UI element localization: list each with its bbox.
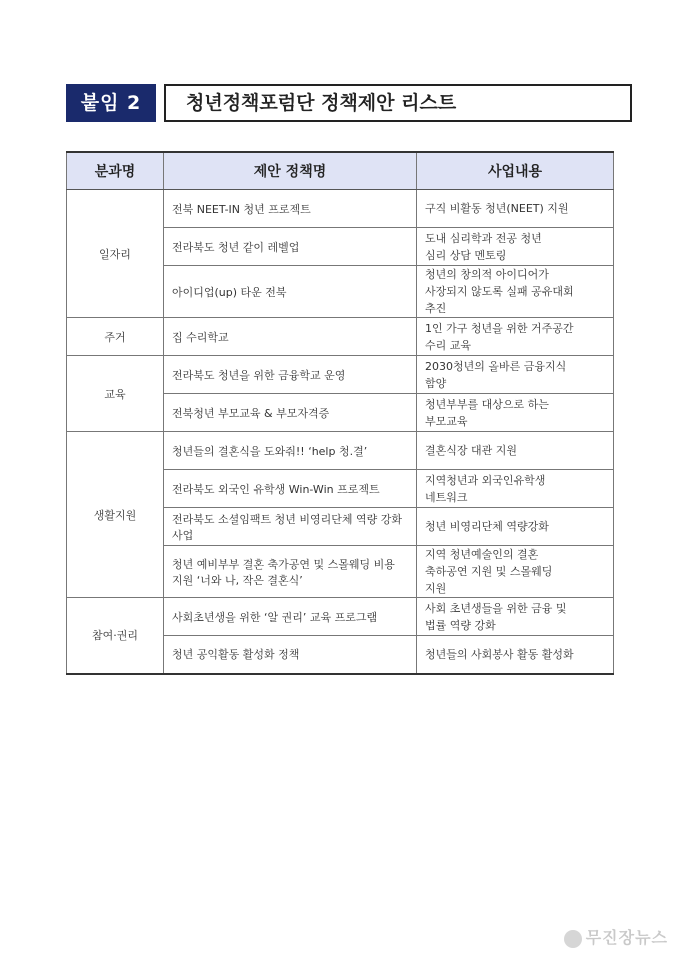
category-cell: 주거 (67, 318, 164, 356)
table-row (67, 432, 614, 470)
policy-name-cell: 집 수리학교 (164, 318, 417, 356)
description-line: 지원 (425, 582, 447, 595)
policy-name-cell: 전라북도 외국인 유학생 Win-Win 프로젝트 (164, 470, 417, 508)
description-cell (417, 318, 614, 356)
policy-name-cell: 아이디업(up) 타운 전북 (164, 266, 417, 318)
description-line: 함양 (425, 376, 447, 390)
column-header-category: 분과명 (67, 152, 164, 190)
description-cell (417, 598, 614, 636)
table-row (67, 598, 614, 636)
description-line: 2030청년의 올바른 금융지식 (425, 359, 567, 373)
description-line: 네트워크 (425, 490, 468, 504)
category-cell: 교육 (67, 356, 164, 432)
policy-name-cell: 청년들의 결혼식을 도와줘!! ‘help 청.결’ (164, 432, 417, 470)
description-line: 청년들의 사회봉사 활동 활성화 (425, 647, 574, 661)
category-cell: 일자리 (67, 190, 164, 318)
attachment-badge: 붙임 2 (66, 84, 156, 122)
description-line: 청년부부를 대상으로 하는 (425, 397, 549, 411)
description-line: 지역 청년예술인의 결혼 (425, 548, 539, 561)
policy-name-cell: 청년 공익활동 활성화 정책 (164, 636, 417, 674)
table-row (67, 318, 614, 356)
column-header-description: 사업내용 (417, 152, 614, 190)
description-line: 1인 가구 청년을 위한 거주공간 (425, 321, 574, 335)
watermark (564, 925, 668, 948)
policy-table (66, 151, 614, 675)
description-line: 청년 비영리단체 역량강화 (425, 520, 549, 533)
description-cell (417, 470, 614, 508)
description-line: 구직 비활동 청년(NEET) 지원 (425, 202, 569, 215)
description-line: 지역청년과 외국인유학생 (425, 473, 546, 487)
description-cell (417, 228, 614, 266)
watermark-text: 무진장뉴스 (585, 928, 668, 947)
table-body (67, 190, 614, 674)
description-cell (417, 190, 614, 228)
description-cell (417, 356, 614, 394)
policy-name-cell: 사회초년생을 위한 ‘알 권리’ 교육 프로그램 (164, 598, 417, 636)
description-cell (417, 266, 614, 318)
description-line: 축하공연 지원 및 스몰웨딩 (425, 565, 553, 578)
policy-name-cell: 전북청년 부모교육 & 부모자격증 (164, 394, 417, 432)
description-line: 도내 심리학과 전공 청년 (425, 231, 542, 245)
description-cell (417, 636, 614, 674)
table-header-row (67, 152, 614, 190)
policy-name-cell: 전라북도 소셜임팩트 청년 비영리단체 역량 강화 사업 (164, 508, 417, 546)
category-cell: 참여·권리 (67, 598, 164, 674)
description-line: 추진 (425, 302, 447, 315)
policy-name-cell: 전북 NEET-IN 청년 프로젝트 (164, 190, 417, 228)
description-line: 법률 역량 강화 (425, 618, 496, 632)
description-line: 부모교육 (425, 414, 468, 428)
description-line: 사회 초년생들을 위한 금융 및 (425, 601, 567, 615)
description-cell (417, 546, 614, 598)
title-row (66, 84, 612, 122)
news-logo-icon (564, 930, 582, 948)
policy-name-cell: 전라북도 청년 같이 레벨업 (164, 228, 417, 266)
column-header-policy: 제안 정책명 (164, 152, 417, 190)
policy-name-cell: 청년 예비부부 결혼 축가공연 및 스몰웨딩 비용 지원 ‘너와 나, 작은 결혼식’ (164, 546, 417, 598)
description-cell (417, 508, 614, 546)
description-line: 청년의 창의적 아이디어가 (425, 268, 549, 281)
description-line: 결혼식장 대관 지원 (425, 444, 518, 457)
table-row (67, 190, 614, 228)
description-line: 심리 상담 멘토링 (425, 248, 507, 262)
table-row (67, 356, 614, 394)
description-cell (417, 432, 614, 470)
description-line: 수리 교육 (425, 338, 472, 352)
policy-name-cell: 전라북도 청년을 위한 금융학교 운영 (164, 356, 417, 394)
category-cell: 생활지원 (67, 432, 164, 598)
page-title: 청년정책포럼단 정책제안 리스트 (164, 84, 632, 122)
description-cell (417, 394, 614, 432)
description-line: 사장되지 않도록 실패 공유대회 (425, 285, 574, 298)
